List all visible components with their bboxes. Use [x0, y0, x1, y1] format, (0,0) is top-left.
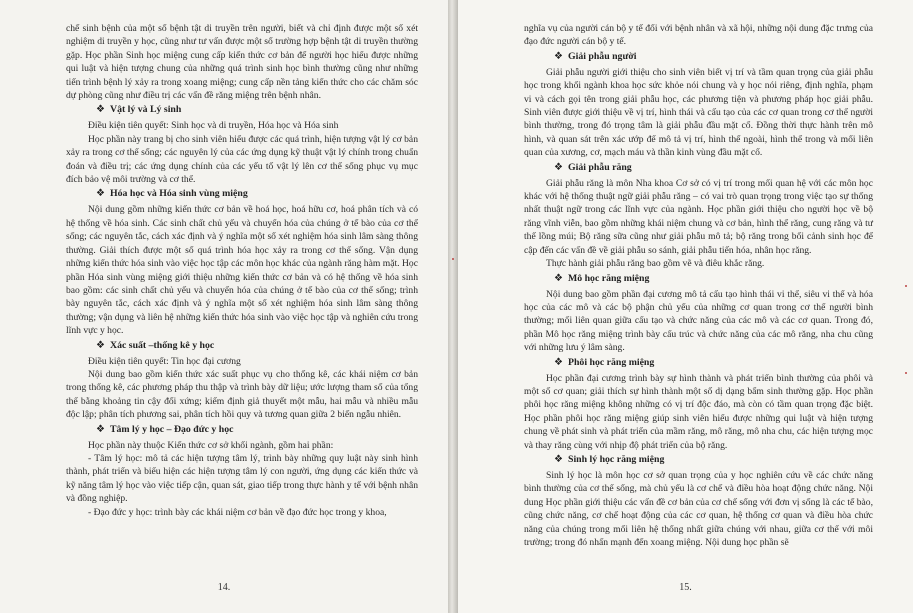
paragraph: Điều kiện tiên quyết: Sinh học và di truyền, Hóa học và Hóa sinh: [88, 120, 339, 132]
section-heading: ❖ Sinh lý học răng miệng: [554, 453, 665, 465]
book-gutter: [448, 0, 458, 613]
section-heading: ❖ Giải phẫu người: [554, 50, 637, 62]
page-number: 14.: [217, 582, 231, 593]
diamond-bullet-icon: ❖: [96, 339, 105, 351]
section-heading: ❖ Hóa học và Hóa sinh vùng miệng: [96, 188, 248, 200]
diamond-bullet-icon: ❖: [554, 453, 563, 465]
paragraph: - Đạo đức y học: trình bày các khái niệm cơ bản về đạo đức học trong y khoa,: [88, 506, 387, 518]
paragraph: nghĩa vụ của người cán bộ y tế đối với bệnh nhân và xã hội, những nội dung đặc trưng của đạo đức người cán bộ y tế.: [524, 23, 873, 48]
paragraph: Nội dung gồm những kiến thức cơ bản về hoá học, hoá hữu cơ, hoá phân tích và có hệ thống về hóa sinh. Các sinh chất chủ yếu và chuyển hóa của chúng ở tế bào của cơ thể sống; các nguyên tắc, cách xác định và ý nghĩa một số xét nghiệm hóa sinh lâm sàng thông thường. Giải thích được một số quá trình hóa học xảy ra trong cơ thể sống. Vận dụng những kiến thức hóa sinh vào việc học tập các môn học khác của ngành răng hàm mặt. Học phần Hóa sinh vùng miệng giới thiệu những kiến thức cơ bản và có hệ thống về hóa sinh bao gồm: các sinh chất chủ yếu và chuyển hóa của chúng ở tế bào của cơ thể sống; trình bày nguyên tắc, cách xác định và ý nghĩa một số xét nghiệm hóa sinh lâm sàng thông thường; vận dụng và liên hệ những kiến thức hóa sinh vào việc học tập và nghiên cứu trong lĩnh vực y học.: [66, 204, 418, 337]
paragraph: Giải phẫu người giới thiệu cho sinh viên biết vị trí và tầm quan trọng của giải phẫu học trong khối ngành khoa học sức khỏe nói chung và y học nói riêng, định nghĩa, phạm vi và cách gọi tên trong giải phẫu học, các phương tiện và phương pháp học giải phẫu. Sinh viên được giới thiệu về vị trí, hình thái và cấu tạo của các cơ quan trong cơ thể người bình thường, trong đó trọng tâm là giải phẫu đầu mặt cổ. Đồng thời thực hành trên mô hình, và quan sát trên xác ướp để mô tả vị trí, hình thể ngoài, hình thể trong và mối liên quan của xương, cơ, mạch máu và thần kinh vùng đầu mặt cổ.: [524, 66, 873, 159]
paragraph: Thực hành giải phẫu răng bao gồm vẽ và điêu khắc răng.: [546, 258, 765, 270]
paragraph: - Tâm lý học: mô tả các hiện tượng tâm lý, trình bày những quy luật này sinh hình thành, phát triển và biểu hiện các hiện tượng tâm lý con người, ứng dụng các kiến thức và kỹ năng tâm lý học vào việc tiếp cận, quan sát, giao tiếp trong thực hành y tế với bệnh nhân và đồng nghiệp.: [66, 452, 418, 505]
section-heading: ❖ Phôi học răng miệng: [554, 356, 655, 368]
paragraph: Điều kiện tiên quyết: Tin học đại cương: [88, 355, 241, 367]
paragraph: Nội dung bao gồm phần đại cương mô tả cấu tạo hình thái vi thể, siêu vi thể và hóa học của các mô và các bộ phận chủ yếu của những cơ quan trong cơ thể người bình thường; mối liên quan giữa cấu tạo và chức năng của các mô và các cơ quan. Trong đó, phần Mô học răng miệng trình bày cấu trúc và chức năng của các mô răng, nha chu cũng với những lưu ý lâm sàng.: [524, 288, 873, 354]
paragraph: Học phần này thuộc Kiến thức cơ sở khối ngành, gồm hai phần:: [88, 439, 334, 451]
section-heading: ❖ Tâm lý y học – Đạo đức y học: [96, 423, 234, 435]
scan-speck: [905, 372, 907, 374]
paragraph: Học phần này trang bị cho sinh viên hiểu được các quá trình, hiện tượng vật lý cơ bản xảy ra trong cơ thể sống; các nguyên lý của các ứng dụng kỹ thuật vật lý chính trong chuẩn đoán và điều trị; các ứng dụng chính của các yếu tố vật lý lên cơ thể sống phục vụ mục đích bảo vệ môi trường và cơ thể.: [66, 133, 418, 186]
left-page: [0, 0, 448, 613]
scan-speck: [905, 285, 907, 287]
paragraph: chế sinh bệnh của một số bệnh tật di truyền trên người, biết và chỉ định được một số xét nghiệm di truyền y học, cũng như tư vấn được một số trường hợp bệnh tật di truyền thường gặp. Học phần Sinh học miệng cung cấp kiến thức cơ bản để người học hiểu được những qui luật và hiện tượng chung của những quá trình sinh học bình thường cũng như những tiến trình bệnh lý xảy ra trong xoang miệng; cung cấp nền tảng kiến thức cho các chăm sóc dự phòng cũng như điều trị các vấn đề răng miệng trên bệnh nhân.: [66, 23, 418, 102]
section-heading: ❖ Xác suất –thống kê y học: [96, 339, 215, 351]
diamond-bullet-icon: ❖: [96, 423, 105, 435]
section-heading: ❖ Giải phẫu răng: [554, 161, 632, 173]
paragraph: Giải phẫu răng là môn Nha khoa Cơ sở có vị trí trong mối quan hệ với các môn học khác với hệ thống thuật ngữ giải phẫu răng – có vai trò quan trọng trong việc tạo sự thống nhất thuật ngữ trong các lĩnh vực của ngành. Học phần giới thiệu cho người học về bộ răng vĩnh viễn, bao gồm những khái niệm chung và cơ bản, hình thể răng, cung răng và tư thế lồng múi; Bộ răng sữa cũng như giải phẫu mô tả; bộ răng trong bối cảnh sinh học để cập đến các vấn đề về giải phẫu so sánh, giải phẫu tiến hóa, nhân học răng.: [524, 177, 873, 256]
section-heading: ❖ Mô học răng miệng: [554, 272, 650, 284]
paragraph: Học phần đại cương trình bày sự hình thành và phát triển bình thường của phôi và một số cơ quan; giải thích sự hình thành một số dị dạng bẩm sinh thường gặp. Học phần phôi học răng miệng không những có vị trí độc đáo, mà còn có tầm quan trọng đặc biệt. Học phần phôi học răng miệng giúp sinh viên hiểu được những qui luật và hiện tượng chung về phát sinh và phát triển của mầm răng, mô răng, mô nha chu, các hiện tượng mọc và thay răng cùng với nhịp độ phát triển của bộ răng.: [524, 372, 873, 451]
page-number: 15.: [679, 582, 692, 593]
diamond-bullet-icon: ❖: [554, 161, 563, 173]
diamond-bullet-icon: ❖: [96, 104, 105, 116]
paragraph: Nội dung bao gồm kiến thức xác suất phục vụ cho thống kê, các khái niệm cơ bản trong thống kê, các phương pháp thu thập và trình bày dữ liệu; ước lượng tham số của tổng thể bằng khoảng tin cậy đối xứng; kiểm định giả thuyết một mẫu, hai mẫu và nhiều mẫu độc lập; phân tích phương sai, phân tích hồi quy và tương quan giữa 2 biến ngẫu nhiên.: [66, 368, 418, 421]
diamond-bullet-icon: ❖: [554, 50, 563, 62]
scan-speck: [452, 258, 454, 260]
diamond-bullet-icon: ❖: [554, 272, 563, 284]
paragraph: Sinh lý học là môn học cơ sở quan trọng của y học nghiên cứu về các chức năng bình thường của cơ thể sống, mà chủ yếu là cơ chế và điều hòa hoạt động chức năng. Nội dung Học phần giới thiệu các vấn đề cơ bản của cơ chế sống với đơn vị sống là các tế bào, cũng chức năng, cơ chế hoạt động của các cơ quan, hệ thống cơ quan và điều hòa chức năng của chúng trong mối liên hệ thống nhất giữa chúng với nhau, giữa cơ thể với môi trường; trong đó nhấn mạnh đến xoang miệng. Nội dung học phần sẽ: [524, 469, 873, 548]
diamond-bullet-icon: ❖: [96, 188, 105, 200]
section-heading: ❖ Vật lý và Lý sinh: [96, 104, 182, 116]
right-page: [458, 0, 913, 613]
diamond-bullet-icon: ❖: [554, 356, 563, 368]
